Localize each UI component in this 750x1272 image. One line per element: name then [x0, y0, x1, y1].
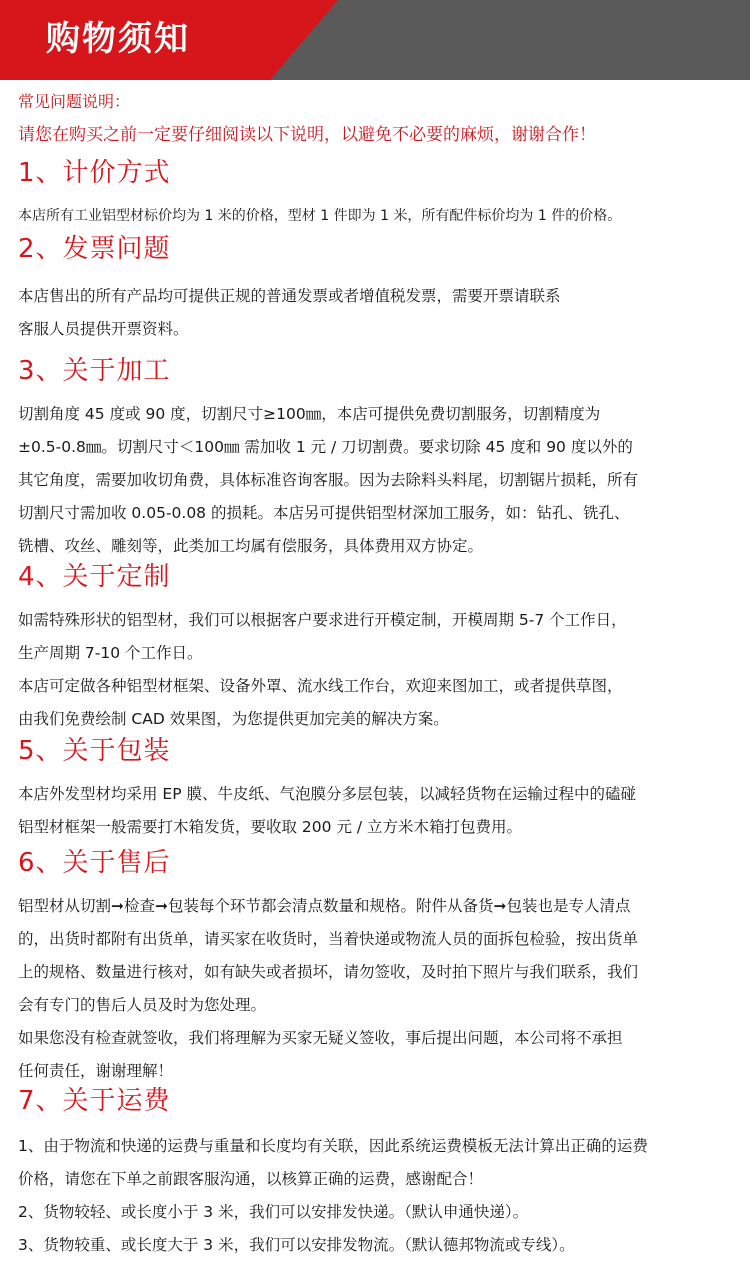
section-line: 价格，请您在下单之前跟客服沟通，以核算正确的运费，感谢配合！: [18, 1170, 484, 1188]
section-line: 的，出货时都附有出货单，请买家在收货时，当着快递或物流人员的面拆包检验，按出货单: [18, 930, 639, 948]
section-body-custom: [18, 604, 738, 736]
section-line: 如需特殊形状的铝型材，我们可以根据客户要求进行开模定制，开模周期 5-7 个工作日，: [18, 611, 627, 629]
section-line: 由我们免费绘制 CAD 效果图，为您提供更加完美的解决方案。: [18, 710, 449, 728]
section-title-shipping: 7、关于运费: [18, 1086, 171, 1116]
section-line: 铣槽、攻丝、雕刻等，此类加工均属有偿服务，具体费用双方协定。: [18, 537, 484, 555]
section-line: 如果您没有检查就签收，我们将理解为买家无疑义签收，事后提出问题，本公司将不承担: [18, 1029, 623, 1047]
section-line: 铝型材从切割➞检查➞包装每个环节都会清点数量和规格。附件从备货➞包装也是专人清点: [18, 897, 631, 915]
header-banner: [0, 0, 750, 80]
section-line: ±0.5-0.8㎜。切割尺寸＜100㎜ 需加收 1 元 / 刀切割费。要求切除 45 度和 90 度以外的: [18, 438, 633, 456]
section-body-aftersales: [18, 890, 738, 1088]
section-line: 会有专门的售后人员及时为您处理。: [18, 996, 267, 1014]
section-title-aftersales: 6、关于售后: [18, 848, 171, 878]
section-body-invoice: [18, 280, 738, 346]
section-body-shipping: [18, 1130, 738, 1262]
section-line: 本店外发型材均采用 EP 膜、牛皮纸、气泡膜分多层包装，以减轻货物在运输过程中的磕碰: [18, 785, 636, 803]
section-line: 切割尺寸需加收 0.05-0.08 的损耗。本店另可提供铝型材深加工服务，如：钻孔、铣孔、: [18, 504, 630, 522]
section-line: 生产周期 7-10 个工作日。: [18, 644, 203, 662]
section-title-packaging: 5、关于包装: [18, 736, 171, 766]
section-line: 本店售出的所有产品均可提供正规的普通发票或者增值税发票，需要开票请联系: [18, 287, 561, 305]
intro-heading: 常见问题说明：: [18, 92, 131, 111]
section-line: 切割角度 45 度或 90 度，切割尺寸≥100㎜，本店可提供免费切割服务，切割精度为: [18, 405, 601, 423]
section-line: 1、由于物流和快递的运费与重量和长度均有关联，因此系统运费模板无法计算出正确的运费: [18, 1137, 648, 1155]
section-body-pricing: [18, 200, 738, 233]
section-line: 任何责任，谢谢理解！: [18, 1062, 174, 1080]
section-title-pricing: 1、计价方式: [18, 158, 171, 188]
page-title: 购物须知: [46, 19, 190, 59]
section-body-packaging: [18, 778, 738, 844]
section-line: 2、货物较轻、或长度小于 3 米，我们可以安排发快递。（默认申通快递）。: [18, 1203, 529, 1221]
section-line: 3、货物较重、或长度大于 3 米，我们可以安排发物流。（默认德邦物流或专线）。: [18, 1236, 575, 1254]
section-body-processing: [18, 398, 738, 563]
section-line: 上的规格、数量进行核对，如有缺失或者损坏，请勿签收，及时拍下照片与我们联系，我们: [18, 963, 639, 981]
intro-warning: 请您在购买之前一定要仔细阅读以下说明，以避免不必要的麻烦，谢谢合作！: [18, 125, 596, 145]
section-title-processing: 3、关于加工: [18, 356, 171, 386]
section-title-invoice: 2、发票问题: [18, 234, 171, 264]
section-line: 客服人员提供开票资料。: [18, 320, 189, 338]
section-line: 本店可定做各种铝型材框架、设备外罩、流水线工作台，欢迎来图加工，或者提供草图，: [18, 677, 623, 695]
section-line: 其它角度，需要加收切角费，具体标准咨询客服。因为去除料头料尾，切割锯片损耗，所有: [18, 471, 639, 489]
section-line: 本店所有工业铝型材标价均为 1 米的价格，型材 1 件即为 1 米，所有配件标价均为 1 件的价格。: [18, 208, 622, 224]
section-title-custom: 4、关于定制: [18, 562, 171, 592]
section-line: 铝型材框架一般需要打木箱发货，要收取 200 元 / 立方米木箱打包费用。: [18, 818, 523, 836]
